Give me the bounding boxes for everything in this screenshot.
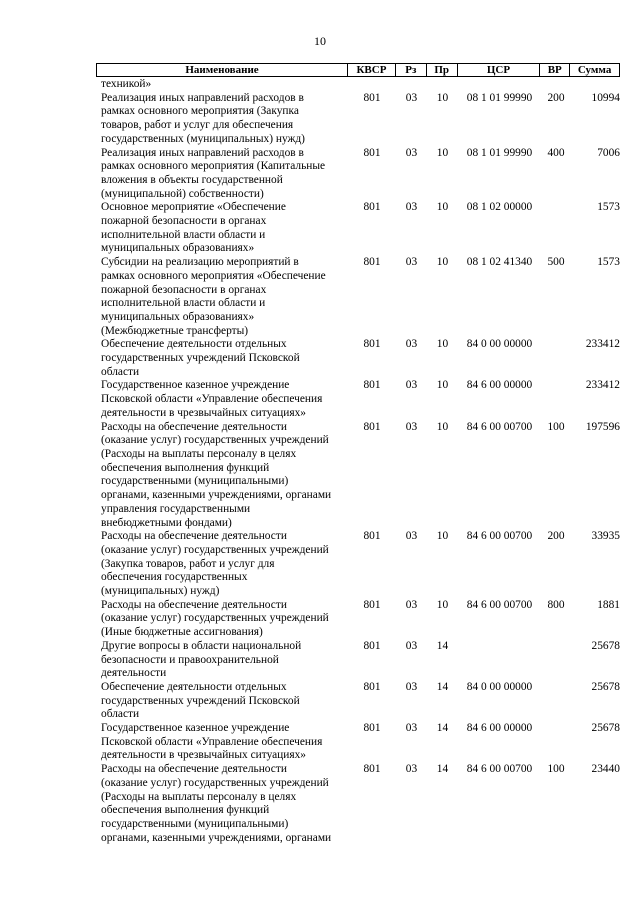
table-row bbox=[101, 338, 620, 379]
row-name-line: обеспечения выполнения функций bbox=[101, 804, 270, 817]
row-vr bbox=[541, 681, 571, 722]
row-rz: 03 bbox=[405, 379, 418, 392]
row-name-line: Псковской области «Управление обеспечения bbox=[101, 393, 323, 406]
row-name-line: (Иные бюджетные ассигнования) bbox=[101, 626, 263, 639]
row-name bbox=[101, 421, 348, 531]
table-row bbox=[101, 78, 620, 92]
row-name bbox=[101, 640, 348, 681]
row-rz: 03 bbox=[405, 680, 418, 693]
table-row bbox=[101, 640, 620, 681]
row-name-line: (Межбюджетные трансферты) bbox=[101, 324, 249, 337]
row-csr: 84 6 00 00700 bbox=[466, 530, 533, 543]
row-kvsr: 801 bbox=[363, 256, 381, 269]
row-name-line: (оказание услуг) государственных учреждений bbox=[101, 612, 329, 625]
row-kvsr: 801 bbox=[363, 420, 381, 433]
row-name-line: исполнительной власти области и bbox=[101, 297, 266, 310]
table-row bbox=[101, 530, 620, 599]
row-sum: 23440 bbox=[591, 763, 620, 776]
row-csr: 84 6 00 00000 bbox=[466, 722, 533, 735]
row-csr: 08 1 02 41340 bbox=[466, 256, 533, 269]
row-pr: 14 bbox=[436, 680, 449, 693]
header-rz: Рз bbox=[396, 64, 427, 76]
row-name-line: (Расходы на выплаты персоналу в целях bbox=[101, 790, 297, 803]
row-name-line: (оказание услуг) государственных учреждений bbox=[101, 543, 329, 556]
row-csr: 08 1 01 99990 bbox=[466, 146, 533, 159]
row-pr: 10 bbox=[436, 338, 449, 351]
row-name-line: государственными (муниципальными) bbox=[101, 475, 289, 488]
row-name-line: Реализация иных направлений расходов в bbox=[101, 146, 304, 159]
row-name bbox=[101, 338, 348, 379]
table-row bbox=[101, 379, 620, 420]
table-header bbox=[96, 63, 620, 77]
row-name-line: Реализация иных направлений расходов в bbox=[101, 91, 304, 104]
row-name-line: (оказание услуг) государственных учреждений bbox=[101, 776, 329, 789]
row-sum bbox=[571, 78, 620, 92]
row-name-line: деятельности в чрезвычайных ситуациях» bbox=[101, 406, 307, 419]
row-pr: 10 bbox=[436, 91, 449, 104]
row-pr: 10 bbox=[436, 256, 449, 269]
row-csr: 84 0 00 00000 bbox=[466, 338, 533, 351]
row-csr: 08 1 02 00000 bbox=[466, 201, 533, 214]
row-pr bbox=[427, 78, 458, 92]
header-csr: ЦСР bbox=[458, 64, 541, 76]
row-kvsr: 801 bbox=[363, 680, 381, 693]
row-rz: 03 bbox=[405, 420, 418, 433]
row-name-line: Расходы на обеспечение деятельности bbox=[101, 530, 287, 543]
row-csr bbox=[458, 78, 541, 92]
row-kvsr bbox=[348, 78, 396, 92]
row-rz: 03 bbox=[405, 201, 418, 214]
row-vr bbox=[541, 201, 571, 256]
row-vr: 400 bbox=[547, 146, 565, 159]
row-pr: 10 bbox=[436, 530, 449, 543]
row-name-line: (муниципальной) собственности) bbox=[101, 187, 264, 200]
row-kvsr: 801 bbox=[363, 639, 381, 652]
row-vr: 200 bbox=[547, 530, 565, 543]
header-sum: Сумма bbox=[577, 64, 612, 76]
row-sum: 1573 bbox=[597, 201, 620, 214]
row-name bbox=[101, 722, 348, 763]
row-name-line: государственных учреждений Псковской bbox=[101, 352, 300, 365]
row-name-line: внебюджетными фондами) bbox=[101, 516, 232, 529]
header-name: Наименование bbox=[97, 64, 348, 76]
row-name-line: обеспечения государственных bbox=[101, 571, 248, 584]
table-row bbox=[101, 92, 620, 147]
row-vr bbox=[541, 338, 571, 379]
row-name-line: техникой» bbox=[101, 78, 152, 90]
row-name-line: Расходы на обеспечение деятельности bbox=[101, 420, 287, 433]
row-name-line: рамках основного мероприятия «Обеспечение bbox=[101, 269, 326, 282]
row-name-line: органами, казенными учреждениями, органами bbox=[101, 489, 332, 502]
row-pr: 14 bbox=[436, 639, 449, 652]
row-name-line: государственными (муниципальными) bbox=[101, 817, 289, 830]
row-name-line: области bbox=[101, 708, 140, 721]
row-name-line: Расходы на обеспечение деятельности bbox=[101, 763, 287, 776]
row-rz: 03 bbox=[405, 146, 418, 159]
row-name-line: органами, казенными учреждениями, органами bbox=[101, 831, 332, 844]
row-name-line: государственных (муниципальных) нужд) bbox=[101, 132, 305, 145]
row-csr: 08 1 01 99990 bbox=[466, 91, 533, 104]
row-name-line: Другие вопросы в области национальной bbox=[101, 639, 302, 652]
row-name-line: Основное мероприятие «Обеспечение bbox=[101, 201, 286, 214]
row-name bbox=[101, 201, 348, 256]
table-row bbox=[101, 763, 620, 845]
table-body bbox=[101, 78, 620, 845]
row-kvsr: 801 bbox=[363, 91, 381, 104]
row-csr: 84 6 00 00700 bbox=[466, 763, 533, 776]
row-pr: 10 bbox=[436, 146, 449, 159]
row-sum: 197596 bbox=[585, 420, 620, 433]
row-csr: 84 0 00 00000 bbox=[466, 680, 533, 693]
row-name-line: деятельности bbox=[101, 667, 167, 680]
row-kvsr: 801 bbox=[363, 598, 381, 611]
row-kvsr: 801 bbox=[363, 146, 381, 159]
row-vr bbox=[541, 640, 571, 681]
row-name-line: вложения в объекты государственной bbox=[101, 173, 283, 186]
row-sum: 1881 bbox=[597, 598, 620, 611]
row-sum: 233412 bbox=[585, 379, 620, 392]
row-name-line: муниципальных образованиях» bbox=[101, 310, 255, 323]
row-kvsr: 801 bbox=[363, 530, 381, 543]
table-row bbox=[101, 681, 620, 722]
row-sum: 233412 bbox=[585, 338, 620, 351]
row-name-line: пожарной безопасности в органах bbox=[101, 215, 267, 228]
row-sum: 25678 bbox=[591, 680, 620, 693]
row-vr: 100 bbox=[547, 763, 565, 776]
row-sum: 33935 bbox=[591, 530, 620, 543]
row-csr: 84 6 00 00700 bbox=[466, 598, 533, 611]
row-name-line: (оказание услуг) государственных учреждений bbox=[101, 434, 329, 447]
row-rz: 03 bbox=[405, 256, 418, 269]
row-kvsr: 801 bbox=[363, 722, 381, 735]
row-csr: 84 6 00 00000 bbox=[466, 379, 533, 392]
page-number: 10 bbox=[314, 34, 326, 48]
row-name bbox=[101, 681, 348, 722]
row-kvsr: 801 bbox=[363, 379, 381, 392]
row-name-line: (муниципальных) нужд) bbox=[101, 585, 220, 598]
table-row bbox=[101, 421, 620, 531]
row-kvsr: 801 bbox=[363, 763, 381, 776]
row-rz: 03 bbox=[405, 598, 418, 611]
row-name-line: Обеспечение деятельности отдельных bbox=[101, 338, 287, 351]
row-name-line: деятельности в чрезвычайных ситуациях» bbox=[101, 749, 307, 762]
row-rz: 03 bbox=[405, 722, 418, 735]
row-name bbox=[101, 763, 348, 845]
row-vr: 500 bbox=[547, 256, 565, 269]
row-pr: 14 bbox=[436, 763, 449, 776]
row-sum: 25678 bbox=[591, 722, 620, 735]
row-name-line: Обеспечение деятельности отдельных bbox=[101, 680, 287, 693]
row-pr: 10 bbox=[436, 420, 449, 433]
row-name-line: рамках основного мероприятия (Капитальные bbox=[101, 160, 326, 173]
row-name-line: исполнительной власти области и bbox=[101, 228, 266, 241]
row-name-line: рамках основного мероприятия (Закупка bbox=[101, 105, 299, 118]
row-name-line: государственных учреждений Псковской bbox=[101, 694, 300, 707]
row-rz: 03 bbox=[405, 530, 418, 543]
table-row bbox=[101, 201, 620, 256]
table-row bbox=[101, 599, 620, 640]
table-row bbox=[101, 722, 620, 763]
row-name-line: Субсидии на реализацию мероприятий в bbox=[101, 256, 299, 269]
row-vr: 100 bbox=[547, 420, 565, 433]
row-rz: 03 bbox=[405, 639, 418, 652]
row-vr bbox=[541, 379, 571, 420]
row-name-line: пожарной безопасности в органах bbox=[101, 283, 267, 296]
row-pr: 10 bbox=[436, 379, 449, 392]
row-pr: 10 bbox=[436, 598, 449, 611]
row-name-line: товаров, работ и услуг для обеспечения bbox=[101, 119, 294, 132]
row-name-line: (Закупка товаров, работ и услуг для bbox=[101, 557, 275, 570]
table-row bbox=[101, 147, 620, 202]
row-sum: 10994 bbox=[591, 91, 620, 104]
row-name bbox=[101, 256, 348, 338]
row-name-line: управления государственными bbox=[101, 502, 251, 515]
row-vr: 200 bbox=[547, 91, 565, 104]
row-csr: 84 6 00 00700 bbox=[466, 420, 533, 433]
row-name-line: обеспечения выполнения функций bbox=[101, 461, 270, 474]
row-name bbox=[101, 92, 348, 147]
row-name-line: безопасности и правоохранительной bbox=[101, 653, 279, 666]
row-name-line: (Расходы на выплаты персоналу в целях bbox=[101, 447, 297, 460]
row-pr: 14 bbox=[436, 722, 449, 735]
row-vr bbox=[541, 722, 571, 763]
header-kvsr: КВСР bbox=[348, 64, 396, 76]
header-vr: ВР bbox=[540, 64, 570, 76]
row-vr bbox=[541, 78, 571, 92]
row-vr: 800 bbox=[547, 598, 565, 611]
row-csr bbox=[458, 640, 541, 681]
header-pr: Пр bbox=[427, 64, 458, 76]
row-rz: 03 bbox=[405, 763, 418, 776]
row-name-line: муниципальных образованиях» bbox=[101, 242, 255, 255]
row-name bbox=[101, 599, 348, 640]
row-pr: 10 bbox=[436, 201, 449, 214]
row-sum: 1573 bbox=[597, 256, 620, 269]
row-name bbox=[101, 147, 348, 202]
row-kvsr: 801 bbox=[363, 201, 381, 214]
row-name bbox=[101, 530, 348, 599]
row-name bbox=[101, 78, 348, 92]
row-name-line: Государственное казенное учреждение bbox=[101, 722, 290, 735]
row-name-line: области bbox=[101, 365, 140, 378]
row-name-line: Псковской области «Управление обеспечения bbox=[101, 735, 323, 748]
table-row bbox=[101, 256, 620, 338]
row-rz bbox=[396, 78, 427, 92]
row-rz: 03 bbox=[405, 91, 418, 104]
row-rz: 03 bbox=[405, 338, 418, 351]
row-sum: 7006 bbox=[597, 146, 620, 159]
row-name-line: Расходы на обеспечение деятельности bbox=[101, 598, 287, 611]
row-sum: 25678 bbox=[591, 639, 620, 652]
row-name bbox=[101, 379, 348, 420]
row-name-line: Государственное казенное учреждение bbox=[101, 379, 290, 392]
row-kvsr: 801 bbox=[363, 338, 381, 351]
